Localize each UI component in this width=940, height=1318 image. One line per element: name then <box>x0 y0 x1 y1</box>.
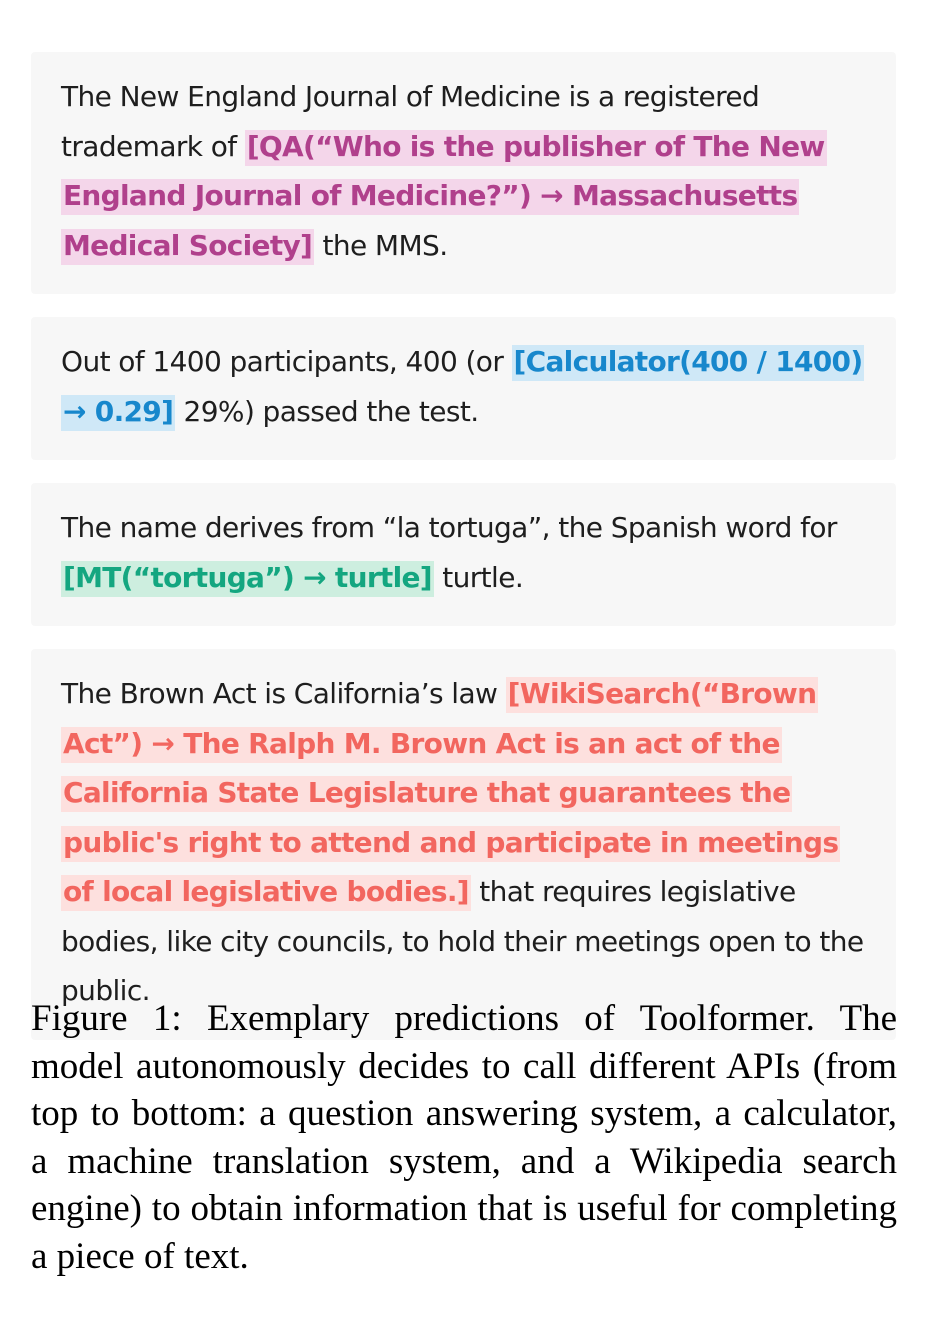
example-wikisearch-text <box>61 669 866 1016</box>
example-calculator-after: 29%) passed the test. <box>175 394 479 428</box>
example-mt <box>31 483 896 626</box>
example-mt-after: turtle. <box>433 560 524 594</box>
example-wikisearch-before: The Brown Act is California’s law <box>61 677 506 710</box>
example-qa-before: The New England Journal of Medicine is a registered trademark of <box>61 80 760 163</box>
example-calculator-before: Out of 1400 participants, 400 (or <box>61 345 512 378</box>
figure-caption: Figure 1: Exemplary predictions of Toolformer. The model autonomously decides to call different APIs (from top to bottom: a question answering system, a calculator, a machine translation system, and a Wikipedia search engine) to obtain information that is useful for completing a piece of text. <box>31 998 897 1277</box>
example-wikisearch-after: that requires legislative bodies, like city councils, to hold their meetings open to the public. <box>61 875 864 1007</box>
api-call-wikisearch: [WikiSearch(“Brown Act”) → The Ralph M. Brown Act is an act of the California State Legislature that guarantees the public's right to attend and participate in meetings of local legislative bodies.] <box>61 677 840 911</box>
api-call-calculator: [Calculator(400 / 1400) → 0.29] <box>61 345 864 431</box>
example-calculator <box>31 317 896 460</box>
example-mt-before: The name derives from “la tortuga”, the Spanish word for <box>61 511 837 544</box>
example-calculator-text <box>61 337 866 436</box>
example-qa-text <box>61 72 866 270</box>
example-wikisearch <box>31 649 896 1040</box>
example-qa-after: the MMS. <box>314 228 448 262</box>
example-qa <box>31 52 896 294</box>
examples-container <box>31 52 896 1063</box>
api-call-qa: [QA(“Who is the publisher of The New England Journal of Medicine?”) → Massachusetts Medical Society] <box>61 130 827 265</box>
api-call-mt: [MT(“tortuga”) → turtle] <box>61 561 434 597</box>
example-mt-text <box>61 503 866 602</box>
